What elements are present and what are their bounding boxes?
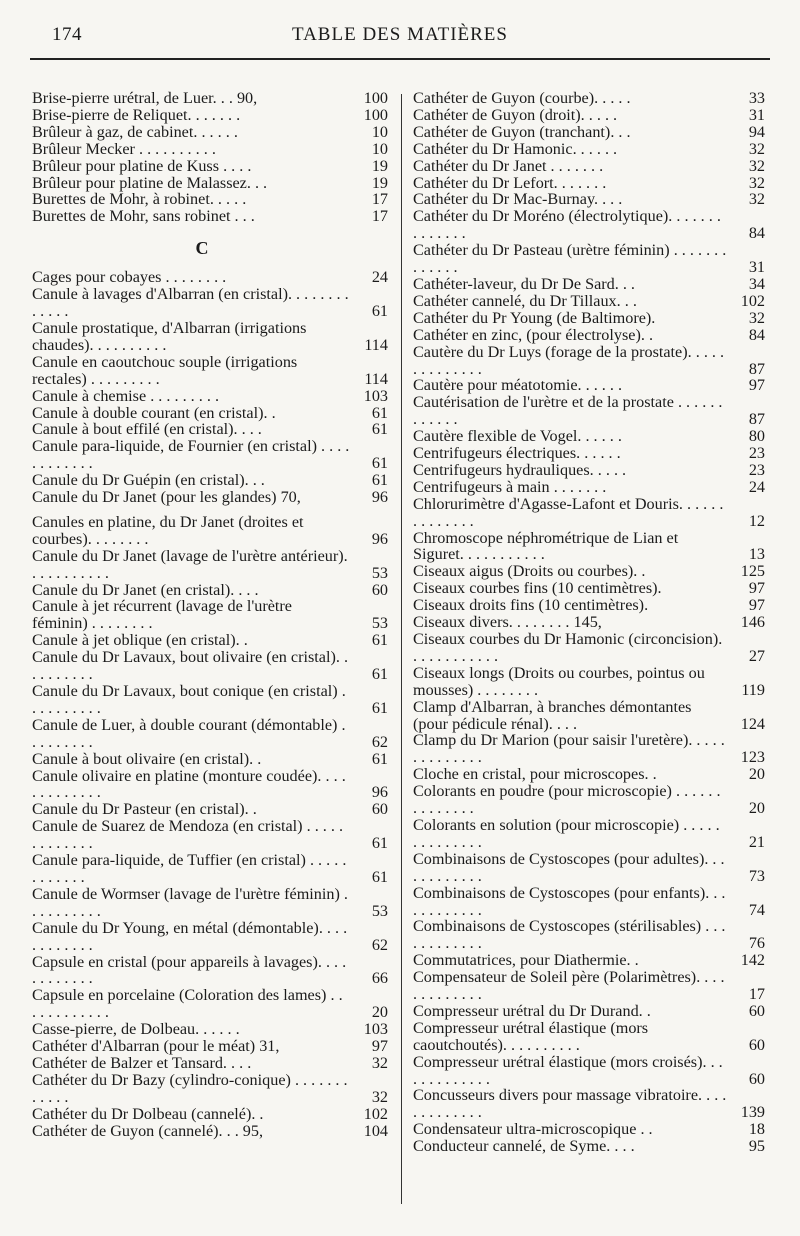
entry-page-number: 24 [371, 268, 388, 287]
index-entry [32, 90, 392, 107]
entry-label: Ciseaux aigus (Droits ou courbes). . [413, 562, 646, 581]
index-entry [32, 751, 392, 768]
entry-label: Ciseaux courbes du Dr Hamonic (circoncision). . . . . . . . . . . . [413, 630, 723, 665]
entry-page-number: 142 [740, 951, 765, 970]
index-entry [413, 479, 769, 496]
index-entry [413, 158, 769, 175]
entry-label: Canule du Dr Lavaux, bout conique (en cristal) . . . . . . . . . . [32, 682, 346, 717]
index-entry [32, 320, 392, 354]
entry-label: Cathéter du Dr Pasteau (urètre féminin) . . . . . . . . . . . . . [413, 241, 727, 277]
entry-label: Commutatrices, pour Diathermie. . [413, 951, 639, 970]
entry-page-number: 61 [371, 698, 388, 717]
index-entry [413, 699, 769, 733]
index-entry [32, 1106, 392, 1123]
index-entry [413, 614, 769, 631]
entry-page-number: 32 [748, 190, 765, 209]
index-entry [32, 886, 392, 920]
entry-label: Canule à lavages d'Albarran (en cristal). . . . . . . . . . . . . [32, 285, 349, 321]
index-entry [32, 987, 392, 1021]
entry-page-number: 61 [371, 631, 388, 650]
index-entry [32, 158, 392, 175]
entry-label: Chromoscope néphrométrique de Lian et Siguret. . . . . . . . . . . [413, 528, 679, 564]
index-entry [32, 175, 392, 192]
entry-page-number: 94 [748, 122, 765, 141]
entry-page-number: 60 [371, 800, 388, 819]
index-entry [32, 598, 392, 632]
entry-page-number: 80 [748, 427, 765, 446]
entry-page-number: 10 [371, 122, 388, 141]
index-entry [413, 175, 769, 192]
index-column-left [32, 90, 392, 1139]
entry-page-number: 20 [371, 1003, 388, 1022]
entry-label: Canule olivaire en platine (monture coudée). . . . . . . . . . . . . [32, 766, 346, 802]
entry-page-number: 76 [748, 934, 765, 953]
index-entry [413, 1020, 769, 1054]
index-entry [413, 1087, 769, 1121]
index-entry [413, 952, 769, 969]
entry-page-number: 23 [748, 444, 765, 463]
entry-label: Canule du Dr Young, en métal (démontable). . . . . . . . . . . . [32, 918, 348, 954]
index-entry [413, 766, 769, 783]
entry-label: Canule à jet oblique (en cristal). . [32, 631, 248, 650]
entry-page-number: 102 [740, 291, 765, 310]
entry-label: Brûleur Mecker . . . . . . . . . . [32, 139, 216, 158]
page-number: 174 [52, 24, 82, 45]
entry-label: Canule à jet récurrent (lavage de l'urètre féminin) . . . . . . . . [32, 597, 292, 633]
entry-page-number: 119 [741, 680, 765, 699]
entry-label: Cathéter d'Albarran (pour le méat) 31, [32, 1037, 280, 1056]
entry-label: Compresseur urétral élastique (mors croisés). . . . . . . . . . . . . [413, 1052, 723, 1088]
index-entry [413, 665, 769, 699]
index-entry [32, 818, 392, 852]
entry-label: Centrifugeurs hydrauliques. . . . . [413, 460, 627, 479]
index-entry [32, 801, 392, 818]
index-entry [413, 563, 769, 580]
entry-page-number: 123 [740, 748, 765, 767]
entry-page-number: 124 [740, 714, 765, 733]
entry-page-number: 84 [748, 224, 765, 243]
entry-label: Combinaisons de Cystoscopes (pour adultes). . . . . . . . . . . . [413, 849, 725, 885]
index-entry [413, 732, 769, 766]
entry-label: Cages pour cobayes . . . . . . . . [32, 268, 227, 287]
entry-label: Cautère flexible de Vogel. . . . . . [413, 427, 622, 446]
entry-label: Cautère du Dr Luys (forage de la prostate). . . . . . . . . . . . . . [413, 342, 725, 378]
entry-page-number: 103 [363, 1020, 388, 1039]
index-entry [32, 582, 392, 599]
entry-label: Cathéter-laveur, du Dr De Sard. . . [413, 274, 635, 293]
entry-page-number: 62 [371, 935, 388, 954]
entry-page-number: 61 [371, 471, 388, 490]
entry-page-number: 96 [371, 783, 388, 802]
entry-page-number: 19 [371, 173, 388, 192]
entry-label: Compresseur urétral élastique (mors caoutchoutés). . . . . . . . . . [413, 1018, 649, 1054]
entry-label: Canule à chemise . . . . . . . . . [32, 386, 220, 405]
entry-page-number: 61 [371, 665, 388, 684]
entry-page-number: 146 [740, 613, 765, 632]
index-entry [413, 90, 769, 107]
index-entry [413, 597, 769, 614]
entry-page-number: 24 [748, 477, 765, 496]
entry-page-number: 100 [363, 89, 388, 107]
index-entry [413, 1054, 769, 1088]
entry-label: Compensateur de Soleil père (Polarimètres). . . . . . . . . . . . . [413, 968, 725, 1004]
entry-page-number: 102 [363, 1104, 388, 1123]
entry-label: Brûleur pour platine de Kuss . . . . [32, 156, 252, 175]
entry-label: Cathéter de Balzer et Tansard. . . . [32, 1053, 252, 1072]
entry-page-number: 114 [364, 369, 388, 388]
index-entry [413, 631, 769, 665]
entry-page-number: 32 [748, 156, 765, 175]
entry-label: Combinaisons de Cystoscopes (pour enfants). . . . . . . . . . . . [413, 883, 726, 919]
index-entry [413, 580, 769, 597]
index-entry [413, 496, 769, 530]
entry-label: Canule du Dr Guépin (en cristal). . . [32, 471, 265, 490]
entry-page-number: 62 [371, 732, 388, 751]
index-entry [32, 852, 392, 886]
index-entry [32, 514, 392, 548]
entry-page-number: 17 [371, 190, 388, 209]
entry-label: Cathéter cannelé, du Dr Tillaux. . . [413, 291, 637, 310]
entry-label: Canule para-liquide, de Fournier (en cristal) . . . . . . . . . . . . [32, 437, 350, 473]
entry-label: Burettes de Mohr, à robinet. . . . . [32, 190, 247, 209]
index-entry [32, 768, 392, 802]
index-entry [413, 208, 769, 242]
index-entry [32, 954, 392, 988]
entry-page-number: 31 [748, 258, 765, 277]
entry-label: Cathéter du Dr Hamonic. . . . . . [413, 139, 618, 158]
entry-label: Cautère pour méatotomie. . . . . . [413, 376, 623, 395]
entry-page-number: 97 [748, 376, 765, 395]
index-entry [413, 276, 769, 293]
entry-page-number: 96 [371, 529, 388, 548]
entry-page-number: 103 [363, 386, 388, 405]
index-entry [413, 327, 769, 344]
index-entry [413, 969, 769, 1003]
entry-label: Brûleur pour platine de Malassez. . . [32, 173, 268, 192]
index-entry [413, 310, 769, 327]
entry-page-number: 61 [371, 867, 388, 886]
entry-label: Condensateur ultra-microscopique . . [413, 1120, 653, 1139]
entry-page-number: 97 [371, 1037, 388, 1056]
entry-page-number: 20 [748, 765, 765, 784]
index-entry [413, 377, 769, 394]
entry-label: Clamp d'Albarran, à branches démontantes (pour pédicule rénal). . . . [413, 697, 692, 733]
entry-page-number: 61 [371, 403, 388, 422]
index-entry [32, 388, 392, 405]
index-entry [32, 107, 392, 124]
index-entry [32, 1072, 392, 1106]
index-entry [413, 918, 769, 952]
entry-page-number: 21 [748, 832, 765, 851]
entry-label: Cathéter du Dr Janet . . . . . . . [413, 156, 604, 175]
entry-label: Canule du Dr Janet (lavage de l'urètre antérieur). . . . . . . . . . . [32, 546, 348, 582]
entry-label: Centrifugeurs à main . . . . . . . [413, 477, 607, 496]
entry-label: Cathéter du Dr Dolbeau (cannelé). . [32, 1104, 264, 1123]
index-entry [32, 1055, 392, 1072]
index-entry [32, 1038, 392, 1055]
entry-label: Capsule en cristal (pour appareils à lavages). . . . . . . . . . . . [32, 952, 347, 988]
index-entry [32, 208, 392, 225]
entry-label: Combinaisons de Cystoscopes (stérilisables) . . . . . . . . . . . . [413, 917, 726, 953]
entry-label: Canules en platine, du Dr Janet (droites et courbes). . . . . . . . [32, 512, 304, 548]
index-entry [413, 394, 769, 428]
entry-page-number: 32 [748, 308, 765, 327]
entry-label: Canule para-liquide, de Tuffier (en cristal) . . . . . . . . . . . . [32, 851, 347, 886]
entry-label: Canule à double courant (en cristal). . [32, 403, 276, 422]
entry-page-number: 27 [748, 646, 765, 665]
entry-page-number: 61 [371, 834, 388, 853]
index-entry [32, 124, 392, 141]
entry-label: Canule en caoutchouc souple (irrigations rectales) . . . . . . . . . [32, 352, 298, 388]
entry-page-number: 32 [371, 1087, 388, 1106]
index-entry [413, 1003, 769, 1020]
entry-label: Chlorurimètre d'Agasse-Lafont et Douris. . . . . . . . . . . . . . [413, 494, 724, 530]
index-entry [413, 124, 769, 141]
entry-page-number: 20 [748, 799, 765, 818]
index-entry [32, 920, 392, 954]
entry-label: Clamp du Dr Marion (pour saisir l'uretère). . . . . . . . . . . . . . [413, 731, 725, 767]
entry-label: Cathéter du Pr Young (de Baltimore). [413, 308, 656, 327]
entry-page-number: 114 [364, 335, 388, 354]
page-header [52, 24, 748, 54]
index-entry [32, 1021, 392, 1038]
entry-label: Conducteur cannelé, de Syme. . . . [413, 1137, 635, 1156]
entry-label: Brûleur à gaz, de cabinet. . . . . . [32, 122, 238, 141]
entry-page-number: 97 [748, 596, 765, 615]
entry-label: Cathéter en zinc, (pour électrolyse). . [413, 325, 654, 344]
entry-page-number: 60 [748, 1001, 765, 1020]
entry-page-number: 87 [748, 410, 765, 429]
entry-label: Cathéter du Dr Lefort. . . . . . . [413, 173, 607, 192]
index-entry [413, 242, 769, 276]
entry-label: Ciseaux divers. . . . . . . . 145, [413, 613, 602, 632]
entry-page-number: 32 [748, 173, 765, 192]
entry-page-number: 60 [748, 1069, 765, 1088]
entry-label: Cathéter de Guyon (courbe). . . . . [413, 89, 631, 107]
entry-page-number: 31 [748, 105, 765, 124]
entry-label: Ciseaux longs (Droits ou courbes, pointus ou mousses) . . . . . . . . [413, 663, 705, 699]
entry-label: Cathéter de Guyon (cannelé). . . 95, [32, 1121, 264, 1140]
entry-page-number: 12 [748, 511, 765, 530]
entry-page-number: 18 [748, 1120, 765, 1139]
entry-page-number: 13 [748, 545, 765, 564]
entry-page-number: 125 [740, 562, 765, 581]
entry-label: Brise-pierre urétral, de Luer. . . 90, [32, 89, 258, 107]
index-entry [413, 817, 769, 851]
entry-page-number: 23 [748, 460, 765, 479]
index-entry [32, 632, 392, 649]
section-heading: C [195, 238, 209, 259]
entry-page-number: 60 [748, 1035, 765, 1054]
entry-label: Canule prostatique, d'Albarran (irrigations chaudes). . . . . . . . . . [32, 318, 307, 354]
entry-page-number: 87 [748, 359, 765, 378]
entry-label: Cathéter du Dr Mac-Burnay. . . . [413, 190, 623, 209]
entry-page-number: 84 [748, 325, 765, 344]
entry-page-number: 60 [371, 580, 388, 599]
entry-label: Brise-pierre de Reliquet. . . . . . . [32, 105, 241, 124]
index-entry [413, 445, 769, 462]
index-entry [413, 191, 769, 208]
entry-page-number: 34 [748, 274, 765, 293]
entry-page-number: 95 [748, 1137, 765, 1156]
entry-page-number: 73 [748, 866, 765, 885]
index-entry [32, 421, 392, 438]
index-entry [32, 354, 392, 388]
entry-label: Cathéter de Guyon (droit). . . . . [413, 105, 618, 124]
entry-page-number: 19 [371, 156, 388, 175]
entry-label: Capsule en porcelaine (Coloration des lames) . . . . . . . . . . . . [32, 986, 343, 1022]
index-entry [413, 293, 769, 310]
index-entry [32, 472, 392, 489]
index-entry [413, 885, 769, 919]
entry-page-number: 33 [748, 89, 765, 107]
entry-label: Cathéter du Dr Bazy (cylindro-conique) . . . . . . . . . . . . [32, 1070, 348, 1106]
entry-label: Ciseaux droits fins (10 centimètres). [413, 596, 649, 615]
index-entry [413, 1138, 769, 1155]
index-entry [32, 438, 392, 472]
index-entry [32, 548, 392, 582]
index-entry [32, 683, 392, 717]
entry-label: Cathéter de Guyon (tranchant). . . [413, 122, 631, 141]
entry-label: Compresseur urétral du Dr Durand. . [413, 1001, 651, 1020]
index-entry [32, 1123, 392, 1140]
entry-page-number: 97 [748, 579, 765, 598]
entry-page-number: 10 [371, 139, 388, 158]
index-entry [32, 405, 392, 422]
entry-page-number: 53 [371, 901, 388, 920]
index-entry [413, 530, 769, 564]
index-entry [413, 428, 769, 445]
entry-label: Canule du Dr Janet (en cristal). . . . [32, 580, 259, 599]
header-rule [30, 58, 770, 60]
running-title: TABLE DES MATIÈRES [292, 24, 508, 45]
index-entry [32, 717, 392, 751]
entry-label: Canule du Dr Pasteur (en cristal). . [32, 800, 257, 819]
entry-page-number: 139 [740, 1103, 765, 1122]
entry-label: Canule de Wormser (lavage de l'urètre féminin) . . . . . . . . . . [32, 884, 348, 920]
index-entry [413, 851, 769, 885]
entry-label: Centrifugeurs électriques. . . . . . [413, 444, 621, 463]
index-entry [32, 489, 392, 506]
entry-label: Canule de Luer, à double courant (démontable) . . . . . . . . . [32, 715, 346, 751]
entry-page-number: 32 [371, 1053, 388, 1072]
entry-label: Cloche en cristal, pour microscopes. . [413, 765, 657, 784]
entry-page-number: 53 [371, 563, 388, 582]
entry-label: Concusseurs divers pour massage vibratoire. . . . . . . . . . . . . [413, 1086, 727, 1122]
entry-label: Colorants en solution (pour microscopie) . . . . . . . . . . . . . . [413, 815, 720, 851]
entry-page-number: 32 [748, 139, 765, 158]
index-entry [413, 783, 769, 817]
entry-page-number: 17 [371, 207, 388, 226]
entry-page-number: 96 [371, 488, 388, 507]
entry-page-number: 61 [371, 454, 388, 473]
index-entry [32, 191, 392, 208]
index-entry [32, 141, 392, 158]
index-entry [413, 107, 769, 124]
index-entry [32, 269, 392, 286]
entry-label: Canule à bout effilé (en cristal). . . . [32, 420, 262, 439]
entry-label: Cautérisation de l'urètre et de la prostate . . . . . . . . . . . . [413, 393, 723, 429]
entry-page-number: 104 [363, 1121, 388, 1140]
entry-page-number: 17 [748, 985, 765, 1004]
index-entry [413, 1121, 769, 1138]
entry-page-number: 61 [371, 302, 388, 321]
index-entry [32, 649, 392, 683]
index-entry [413, 141, 769, 158]
index-entry [32, 286, 392, 320]
entry-label: Canule à bout olivaire (en cristal). . [32, 749, 262, 768]
entry-label: Cathéter du Dr Moréno (électrolytique). . . . . . . . . . . . . . [413, 207, 721, 243]
entry-label: Colorants en poudre (pour microscopie) . . . . . . . . . . . . . . [413, 782, 721, 818]
column-divider [401, 94, 402, 1204]
index-entry [413, 344, 769, 378]
entry-page-number: 100 [363, 105, 388, 124]
entry-page-number: 74 [748, 900, 765, 919]
entry-label: Canule du Dr Lavaux, bout olivaire (en cristal). . . . . . . . . . [32, 648, 349, 684]
entry-page-number: 61 [371, 420, 388, 439]
entry-label: Ciseaux courbes fins (10 centimètres). [413, 579, 662, 598]
entry-page-number: 53 [371, 614, 388, 633]
entry-label: Casse-pierre, de Dolbeau. . . . . . [32, 1020, 240, 1039]
entry-page-number: 61 [371, 749, 388, 768]
index-entry [413, 462, 769, 479]
entry-label: Burettes de Mohr, sans robinet . . . [32, 207, 255, 226]
entry-label: Canule de Suarez de Mendoza (en cristal) . . . . . . . . . . . . . [32, 817, 344, 853]
entry-page-number: 66 [371, 969, 388, 988]
index-column-right [413, 90, 769, 1155]
entry-label: Canule du Dr Janet (pour les glandes) 70, [32, 488, 301, 507]
